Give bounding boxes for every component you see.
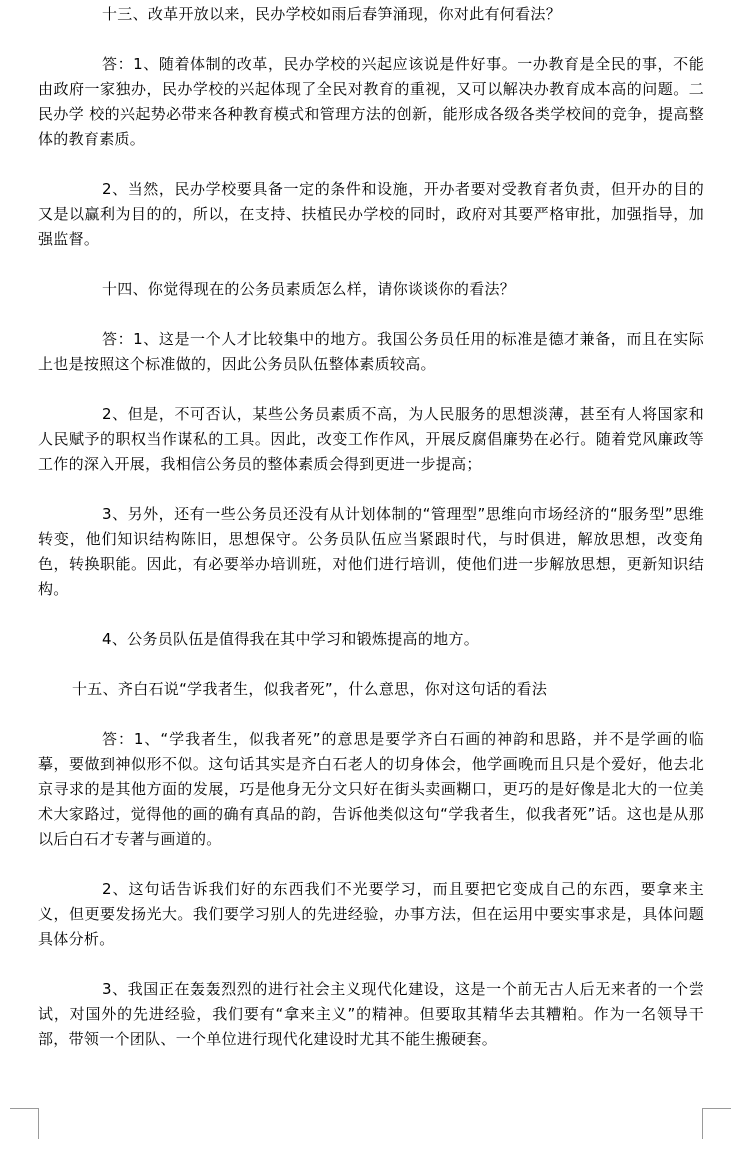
question-14-answer-1: 答：1、这是一个人才比较集中的地方。我国公务员任用的标准是德才兼备，而且在实际上也是按照这个标准做的，因此公务员队伍整体素质较高。 [38, 330, 704, 373]
page-corner-mark-right [702, 1108, 731, 1139]
question-14-answer-2: 2、但是，不可否认，某些公务员素质不高，为人民服务的思想淡薄，甚至有人将国家和人民赋予的职权当作谋私的工具。因此，改变工作作风，开展反腐倡廉势在必行。随着党风廉政等工作的深入开展，我相信公务员的整体素质会得到更进一步提高； [38, 405, 704, 473]
question-13-title: 十三、改革开放以来，民办学校如雨后春笋涌现，你对此有何看法？ [102, 5, 562, 23]
page-corner-mark-left [10, 1108, 39, 1139]
question-15-title: 十五、齐白石说“学我者生，似我者死”，什么意思，你对这句话的看法 [72, 680, 548, 698]
question-13-answer-1: 答：1、随着体制的改革，民办学校的兴起应该说是件好事。一办教育是全民的事，不能由政府一家独办，民办学校的兴起体现了全民对教育的重视，又可以解决办教育成本高的问题。二民办学 校的兴起势必带来各种教育模式和管理方法的创新，能形成各级各类学校间的竞争，提高整体的教育素质。 [38, 55, 704, 148]
question-14-answer-4: 4、公务员队伍是值得我在其中学习和锻炼提高的地方。 [102, 630, 480, 648]
question-14-answer-3: 3、另外，还有一些公务员还没有从计划体制的“管理型”思维向市场经济的“服务型”思维转变，他们知识结构陈旧，思想保守。公务员队伍应当紧跟时代，与时俱进，解放思想，改变角色，转换职能。因此，有必要举办培训班，对他们进行培训，使他们进一步解放思想，更新知识结构。 [38, 505, 704, 598]
question-15-answer-1: 答：1、“学我者生，似我者死”的意思是要学齐白石画的神韵和思路，并不是学画的临摹，要做到神似形不似。这句话其实是齐白石老人的切身体会，他学画晚而且只是个爱好，他去北京寻求的是其他方面的发展，巧是他身无分文只好在街头卖画糊口，更巧的是好像是北大的一位美术大家路过，觉得他的画的确有真品的韵，告诉他类似这句“学我者生，似我者死”话。这也是从那以后白石才专著与画道的。 [38, 730, 704, 848]
question-13-answer-2: 2、当然，民办学校要具备一定的条件和设施，开办者要对受教育者负责，但开办的目的又是以赢利为目的的，所以，在支持、扶植民办学校的同时，政府对其要严格审批，加强指导，加强监督。 [38, 180, 704, 248]
question-15-answer-2: 2、这句话告诉我们好的东西我们不光要学习，而且要把它变成自己的东西，要拿来主义，但更要发扬光大。我们要学习别人的先进经验，办事方法，但在运用中要实事求是，具体问题具体分析。 [38, 880, 704, 948]
question-15-answer-3: 3、我国正在轰轰烈烈的进行社会主义现代化建设，这是一个前无古人后无来者的一个尝试，对国外的先进经验，我们要有“拿来主义”的精神。但要取其精华去其糟粕。作为一名领导干部，带领一个团队、一个单位进行现代化建设时尤其不能生搬硬套。 [38, 980, 704, 1048]
question-14-title: 十四、你觉得现在的公务员素质怎么样，请你谈谈你的看法？ [102, 280, 516, 298]
